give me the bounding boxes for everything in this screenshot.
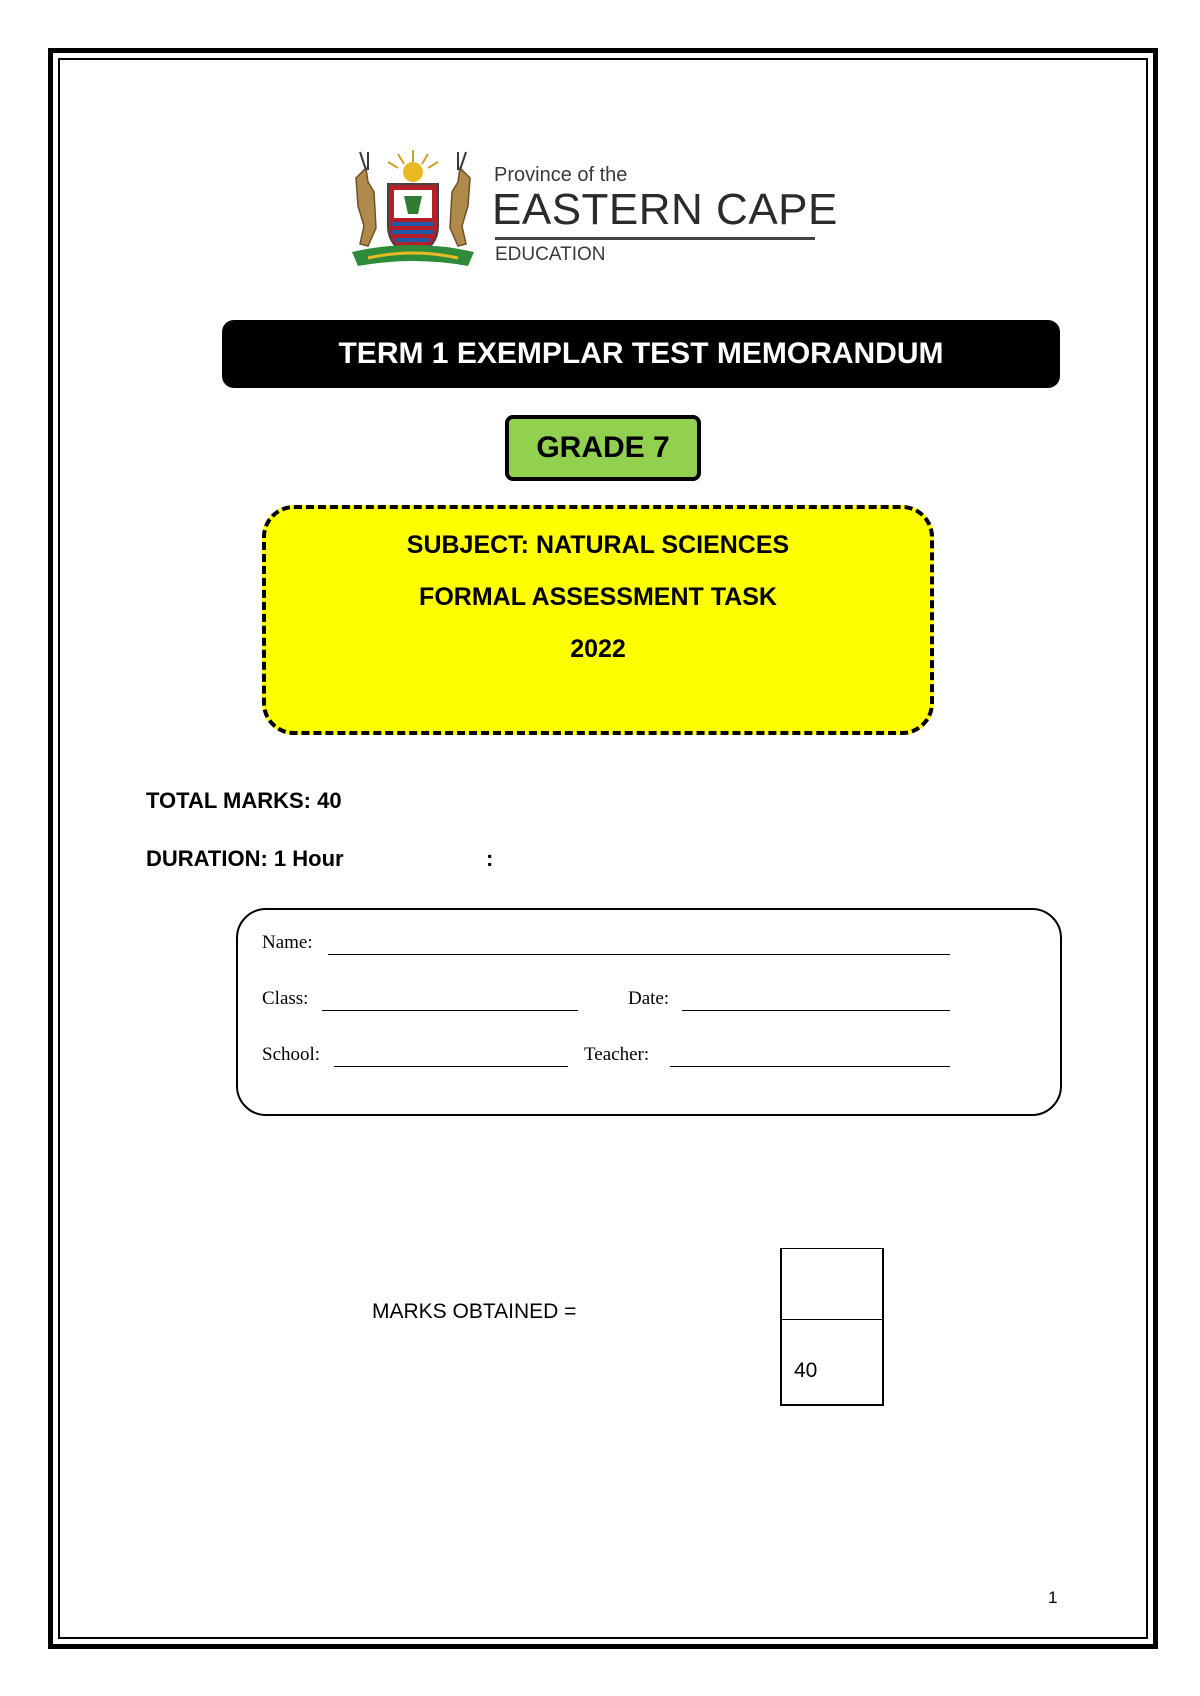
logo-divider [495, 237, 815, 240]
name-field[interactable] [328, 954, 950, 955]
logo-province-text: Province of the [494, 164, 628, 186]
date-label: Date: [628, 988, 670, 1009]
class-field[interactable] [322, 1010, 578, 1011]
school-field[interactable] [334, 1066, 568, 1067]
logo-name-text: EASTERN CAPE [492, 185, 838, 234]
document-title: TERM 1 EXEMPLAR TEST MEMORANDUM [222, 320, 1060, 388]
learner-details-form [236, 908, 1062, 1116]
coat-of-arms-icon [338, 148, 488, 273]
teacher-field[interactable] [670, 1066, 950, 1067]
marks-total: 40 [794, 1359, 818, 1382]
logo-department-text: EDUCATION [495, 244, 606, 265]
eastern-cape-education-logo [338, 148, 838, 273]
date-field[interactable] [682, 1010, 950, 1011]
school-label: School: [262, 1044, 321, 1065]
task-line: FORMAL ASSESSMENT TASK [419, 583, 777, 611]
subject-line: SUBJECT: NATURAL SCIENCES [406, 531, 790, 559]
marks-obtained-box[interactable] [780, 1248, 884, 1406]
teacher-label: Teacher: [584, 1044, 650, 1065]
total-marks: TOTAL MARKS: 40 [146, 788, 342, 813]
year-line: 2022 [570, 635, 626, 663]
grade-badge: GRADE 7 [505, 415, 701, 481]
duration: DURATION: 1 Hour [146, 846, 344, 871]
class-label: Class: [262, 988, 309, 1009]
name-label: Name: [262, 932, 313, 953]
subject-panel [262, 505, 934, 735]
page-number: 1 [1048, 1588, 1058, 1607]
marks-divider [782, 1319, 882, 1320]
marks-obtained-label: MARKS OBTAINED = [372, 1300, 577, 1323]
duration-colon: : [486, 846, 494, 871]
